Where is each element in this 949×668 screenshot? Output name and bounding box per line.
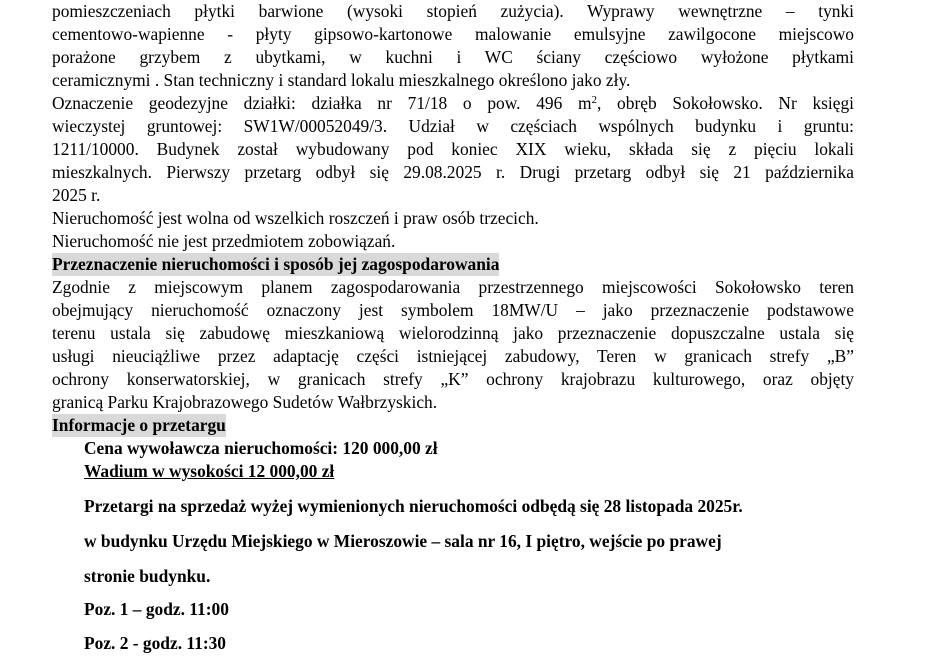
purpose-line-3: terenu ustala się zabudowę mieszkaniową wielorodzinną jako przeznaczenie dopuszczalne ustala się: [52, 323, 854, 343]
geodetic-line-4: mieszkalnych. Pierwszy przetarg odbył się 29.08.2025 r. Drugi przetarg odbył się 21 października: [52, 162, 854, 182]
auction-announcement-line-3: stronie budynku.: [84, 566, 211, 586]
starting-price: Cena wywoławcza nieruchomości: 120 000,00 zł: [84, 438, 438, 458]
condition-line-3: porażone grzybem z ubytkami, w kuchni i WC ściany częściowo wyłożone płytkami: [52, 47, 854, 67]
auction-announcement-line-1: Przetargi na sprzedaż wyżej wymienionych nieruchomości odbędą się 28 listopada 2025r.: [84, 496, 743, 516]
area-unit-superscript: 2: [591, 94, 598, 106]
purpose-line-1: Zgodnie z miejscowym planem zagospodarowania przestrzennego miejscowości Sokołowsko teren: [52, 277, 854, 297]
condition-line-2: cementowo-wapienne - płyty gipsowo-kartonowe malowanie emulsyjne zawilgocone miejscowo: [52, 24, 854, 44]
geodetic-line-5: 2025 r.: [52, 185, 101, 205]
geodetic-line-1: [52, 92, 854, 115]
geodetic-line-3: 1211/10000. Budynek został wybudowany pod koniec XIX wieku, składa się z pięciu lokali: [52, 139, 854, 159]
position-2-time: Poz. 2 - godz. 11:30: [84, 633, 227, 653]
purpose-line-2: obejmujący nieruchomość oznaczony jest symbolem 18MW/U – jako przeznaczenie podstawowe: [52, 300, 854, 320]
deposit-amount: Wadium w wysokości 12 000,00 zł: [84, 461, 335, 481]
claims-line: Nieruchomość jest wolna od wszelkich roszczeń i praw osób trzecich.: [52, 208, 539, 228]
condition-line-4: ceramicznymi . Stan techniczny i standard lokalu mieszkalnego określono jako zły.: [52, 70, 631, 90]
obligations-line: Nieruchomość nie jest przedmiotem zobowiązań.: [52, 231, 396, 251]
purpose-line-5: ochrony konserwatorskiej, w granicach strefy „K” ochrony krajobrazu kulturowego, oraz objęty: [52, 369, 854, 389]
condition-line-1: pomieszczeniach płytki barwione (wysoki stopień zużycia). Wyprawy wewnętrzne – tynki: [52, 1, 854, 21]
auction-announcement-line-2: w budynku Urzędu Miejskiego w Mieroszowie – sala nr 16, I piętro, wejście po prawej: [84, 531, 722, 551]
geodetic-line-1-b: , obręb Sokołowsko. Nr księgi: [597, 93, 854, 113]
geodetic-line-1-a: Oznaczenie geodezyjne działki: działka nr 71/18 o pow. 496 m: [52, 93, 592, 113]
purpose-line-6: granicą Parku Krajobrazowego Sudetów Wałbrzyskich.: [52, 392, 438, 412]
purpose-heading: Przeznaczenie nieruchomości i sposób jej zagospodarowania: [52, 254, 500, 274]
purpose-line-4: usługi nieuciążliwe przez adaptację części istniejącej zabudowy, Teren w granicach strefy „B”: [52, 346, 854, 366]
position-1-time: Poz. 1 – godz. 11:00: [84, 599, 229, 619]
geodetic-line-2: wieczystej gruntowej: SW1W/00052049/3. Udział w częściach wspólnych budynku i gruntu:: [52, 116, 854, 136]
auction-heading: Informacje o przetargu: [52, 415, 226, 435]
